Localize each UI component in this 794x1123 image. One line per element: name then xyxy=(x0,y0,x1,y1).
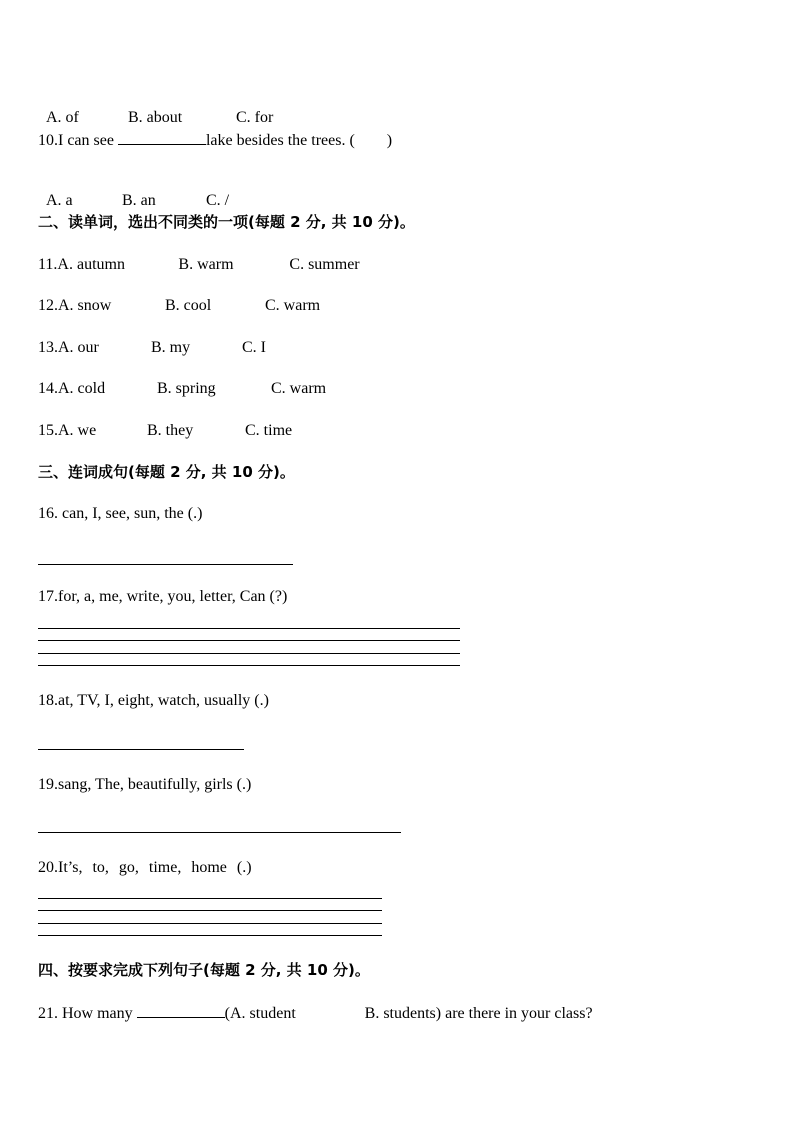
answer-line[interactable] xyxy=(38,923,382,924)
item-number: 15. xyxy=(38,422,58,439)
item-number: 20. xyxy=(38,859,58,876)
item-words: for, a, me, write, you, letter, Can (?) xyxy=(58,588,288,605)
list-item xyxy=(38,338,266,358)
q10-option-b: B. an xyxy=(122,192,156,209)
item-words: sang, The, beautifully, girls (.) xyxy=(58,776,252,793)
answer-line[interactable] xyxy=(38,749,244,750)
q10-text-after: lake besides the trees. ( xyxy=(205,132,355,149)
answer-line[interactable] xyxy=(38,628,460,629)
option-c: C. I xyxy=(242,339,266,356)
option-c: C. warm xyxy=(271,380,327,397)
answer-line[interactable] xyxy=(38,898,382,899)
option-a: A. we xyxy=(58,422,97,439)
option-c: C. summer xyxy=(289,256,360,273)
option-a: A. cold xyxy=(58,380,106,397)
list-item xyxy=(38,775,251,795)
list-item xyxy=(38,255,360,275)
list-item xyxy=(38,691,269,711)
item-words: It’s, to, go, time, home (.) xyxy=(58,859,252,876)
item-number: 18. xyxy=(38,692,58,709)
option-b: B. cool xyxy=(165,297,212,314)
answer-line[interactable] xyxy=(38,832,401,833)
answer-line[interactable] xyxy=(38,910,382,911)
q21-answer-blank[interactable] xyxy=(137,1003,225,1018)
option-a: A. snow xyxy=(58,297,112,314)
q21-question xyxy=(38,1003,593,1024)
option-a: A. our xyxy=(58,339,99,356)
option-c: C. time xyxy=(245,422,293,439)
option-b: B. my xyxy=(151,339,191,356)
item-number: 19. xyxy=(38,776,58,793)
q10-option-c: C. / xyxy=(206,192,230,209)
item-number: 13. xyxy=(38,339,58,356)
q21-option-b: B. students) are there in your class? xyxy=(364,1005,593,1022)
section2-title: 二、读单词，选出不同类的一项(每题 2 分, 共 10 分)。 xyxy=(38,213,415,231)
item-words: can, I, see, sun, the (.) xyxy=(58,505,203,522)
answer-line[interactable] xyxy=(38,665,460,666)
answer-line[interactable] xyxy=(38,564,293,565)
q9-option-c: C. for xyxy=(236,109,274,126)
item-number: 14. xyxy=(38,380,58,397)
option-a: A. autumn xyxy=(57,256,125,273)
q10-number: 10. xyxy=(38,132,58,149)
item-number: 16. xyxy=(38,505,58,522)
list-item xyxy=(38,379,326,399)
section3-title: 三、连词成句(每题 2 分, 共 10 分)。 xyxy=(38,463,295,481)
section4-title: 四、按要求完成下列句子(每题 2 分, 共 10 分)。 xyxy=(38,961,370,979)
item-number: 11. xyxy=(38,256,58,273)
item-number: 21. xyxy=(38,1005,58,1022)
option-b: B. spring xyxy=(157,380,216,397)
q21-text-before: How many xyxy=(58,1005,137,1022)
q9-options xyxy=(38,88,273,128)
option-b: B. warm xyxy=(178,256,234,273)
q10-answer-blank[interactable] xyxy=(118,130,206,145)
option-c: C. warm xyxy=(265,297,321,314)
q9-option-b: B. about xyxy=(128,109,183,126)
q21-option-a: (A. student xyxy=(224,1005,296,1022)
q10-option-a: A. a xyxy=(46,192,73,209)
answer-line[interactable] xyxy=(38,640,460,641)
item-number: 17. xyxy=(38,588,58,605)
q10-options xyxy=(38,171,229,211)
list-item xyxy=(38,587,287,607)
list-item xyxy=(38,421,292,441)
q10-close-paren: ) xyxy=(386,132,393,149)
answer-line[interactable] xyxy=(38,653,460,654)
option-b: B. they xyxy=(147,422,194,439)
q10-question xyxy=(38,130,392,151)
list-item xyxy=(38,858,252,878)
q9-option-a: A. of xyxy=(46,109,79,126)
item-words: at, TV, I, eight, watch, usually (.) xyxy=(58,692,269,709)
list-item xyxy=(38,504,202,524)
list-item xyxy=(38,296,320,316)
q10-text-before: I can see xyxy=(58,132,118,149)
answer-line[interactable] xyxy=(38,935,382,936)
item-number: 12. xyxy=(38,297,58,314)
